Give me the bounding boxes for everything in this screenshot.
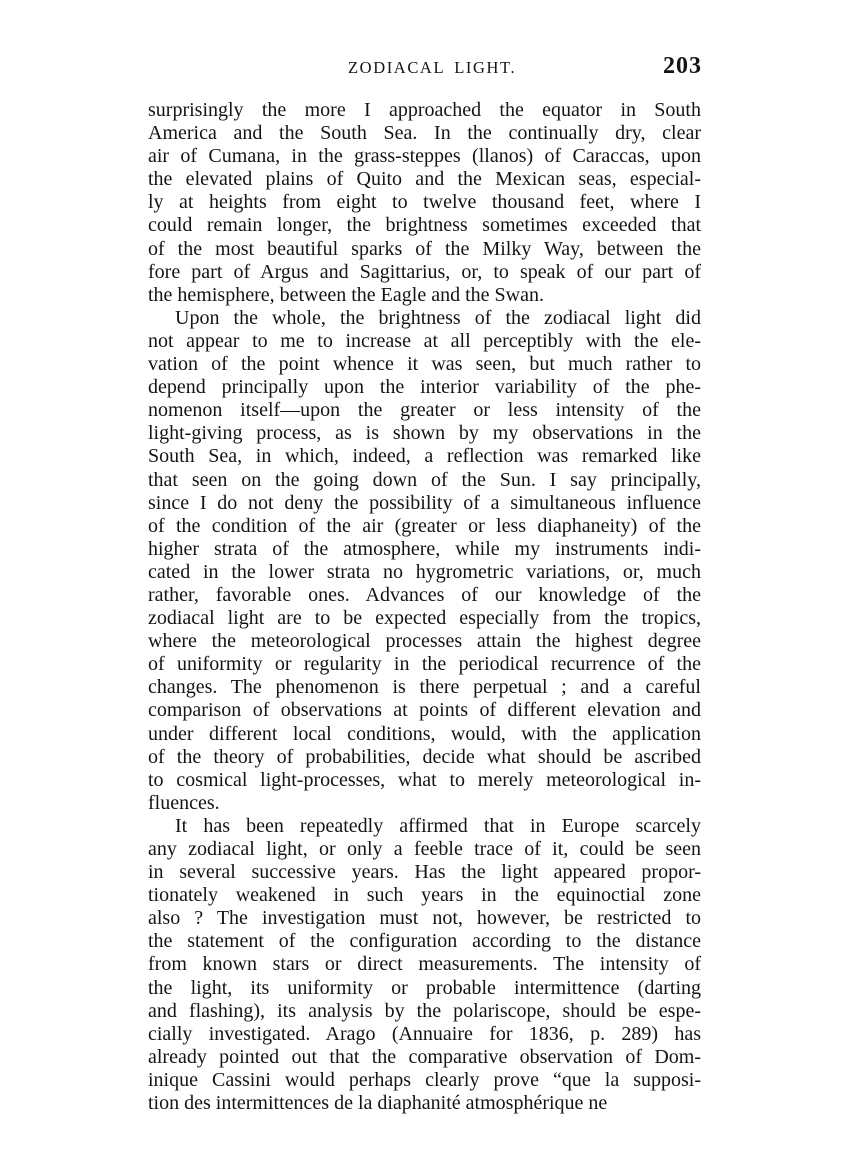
text-line: comparison of observations at points of different elevation and: [148, 699, 701, 722]
text-line: that seen on the going down of the Sun. I say principally,: [148, 468, 701, 491]
text-line: air of Cumana, in the grass-steppes (llanos) of Caraccas, upon: [148, 145, 701, 168]
text-line: Upon the whole, the brightness of the zodiacal light did: [175, 306, 701, 329]
text-line: of uniformity or regularity in the periodical recurrence of the: [148, 653, 701, 676]
paragraph: [148, 815, 701, 1115]
text-line: inique Cassini would perhaps clearly prove “que la supposi-: [148, 1068, 701, 1091]
text-line: changes. The phenomenon is there perpetual ; and a careful: [148, 676, 701, 699]
text-line: of the theory of probabilities, decide what should be ascribed: [148, 745, 701, 768]
text-line: of the condition of the air (greater or less diaphaneity) of the: [148, 514, 701, 537]
text-line: vation of the point whence it was seen, but much rather to: [148, 353, 701, 376]
text-line: to cosmical light-processes, what to merely meteorological in-: [148, 768, 701, 791]
paragraph: [148, 99, 701, 307]
text-line: since I do not deny the possibility of a simultaneous influence: [148, 491, 701, 514]
text-line: rather, favorable ones. Advances of our knowledge of the: [148, 583, 701, 606]
body-text: [148, 99, 701, 1115]
text-line: of the most beautiful sparks of the Milky Way, between the: [148, 237, 701, 260]
text-line: and flashing), its analysis by the polariscope, should be espe-: [148, 999, 701, 1022]
text-line: tion des intermittences de la diaphanité atmosphérique ne: [148, 1092, 608, 1115]
text-line: cially investigated. Arago (Annuaire for 1836, p. 289) has: [148, 1022, 701, 1045]
running-head: [0, 53, 850, 84]
text-line: any zodiacal light, or only a feeble trace of it, could be seen: [148, 838, 701, 860]
text-line: surprisingly the more I approached the equator in South: [148, 99, 701, 121]
text-line: also ? The investigation must not, however, be restricted to: [148, 907, 701, 930]
text-line: under different local conditions, would, with the application: [148, 722, 701, 745]
text-line: America and the South Sea. In the continually dry, clear: [148, 122, 701, 145]
text-line: already pointed out that the comparative observation of Dom-: [148, 1045, 701, 1068]
text-line: tionately weakened in such years in the equinoctial zone: [148, 884, 701, 907]
text-line: fore part of Argus and Sagittarius, or, to speak of our part of: [148, 260, 701, 283]
text-line: cated in the lower strata no hygrometric variations, or, much: [148, 560, 701, 583]
running-title: ZODIACAL LIGHT.: [348, 58, 517, 77]
text-line: ly at heights from eight to twelve thousand feet, where I: [148, 191, 701, 214]
text-line: higher strata of the atmosphere, while my instruments indi-: [148, 537, 701, 560]
text-line: depend principally upon the interior variability of the phe-: [148, 376, 701, 399]
text-line: in several successive years. Has the light appeared propor-: [148, 861, 701, 884]
text-line: where the meteorological processes attain the highest degree: [148, 630, 701, 653]
text-line: light-giving process, as is shown by my observations in the: [148, 422, 701, 445]
text-line: the elevated plains of Quito and the Mexican seas, especial-: [148, 168, 701, 191]
paragraph: [148, 307, 701, 815]
text-line: fluences.: [148, 791, 220, 814]
text-line: could remain longer, the brightness sometimes exceeded that: [148, 214, 701, 237]
text-line: the light, its uniformity or probable intermittence (darting: [148, 976, 701, 999]
text-line: zodiacal light are to be expected especially from the tropics,: [148, 607, 701, 630]
text-line: nomenon itself—upon the greater or less intensity of the: [148, 399, 701, 422]
text-line: It has been repeatedly affirmed that in Europe scarcely: [175, 814, 701, 837]
page-number: 203: [663, 53, 702, 79]
text-line: South Sea, in which, indeed, a reflection was remarked like: [148, 445, 701, 468]
text-line: from known stars or direct measurements. The intensity of: [148, 953, 701, 976]
text-line: the statement of the configuration according to the distance: [148, 930, 701, 953]
text-line: the hemisphere, between the Eagle and the Swan.: [148, 283, 544, 306]
text-line: not appear to me to increase at all perceptibly with the ele-: [148, 329, 701, 352]
